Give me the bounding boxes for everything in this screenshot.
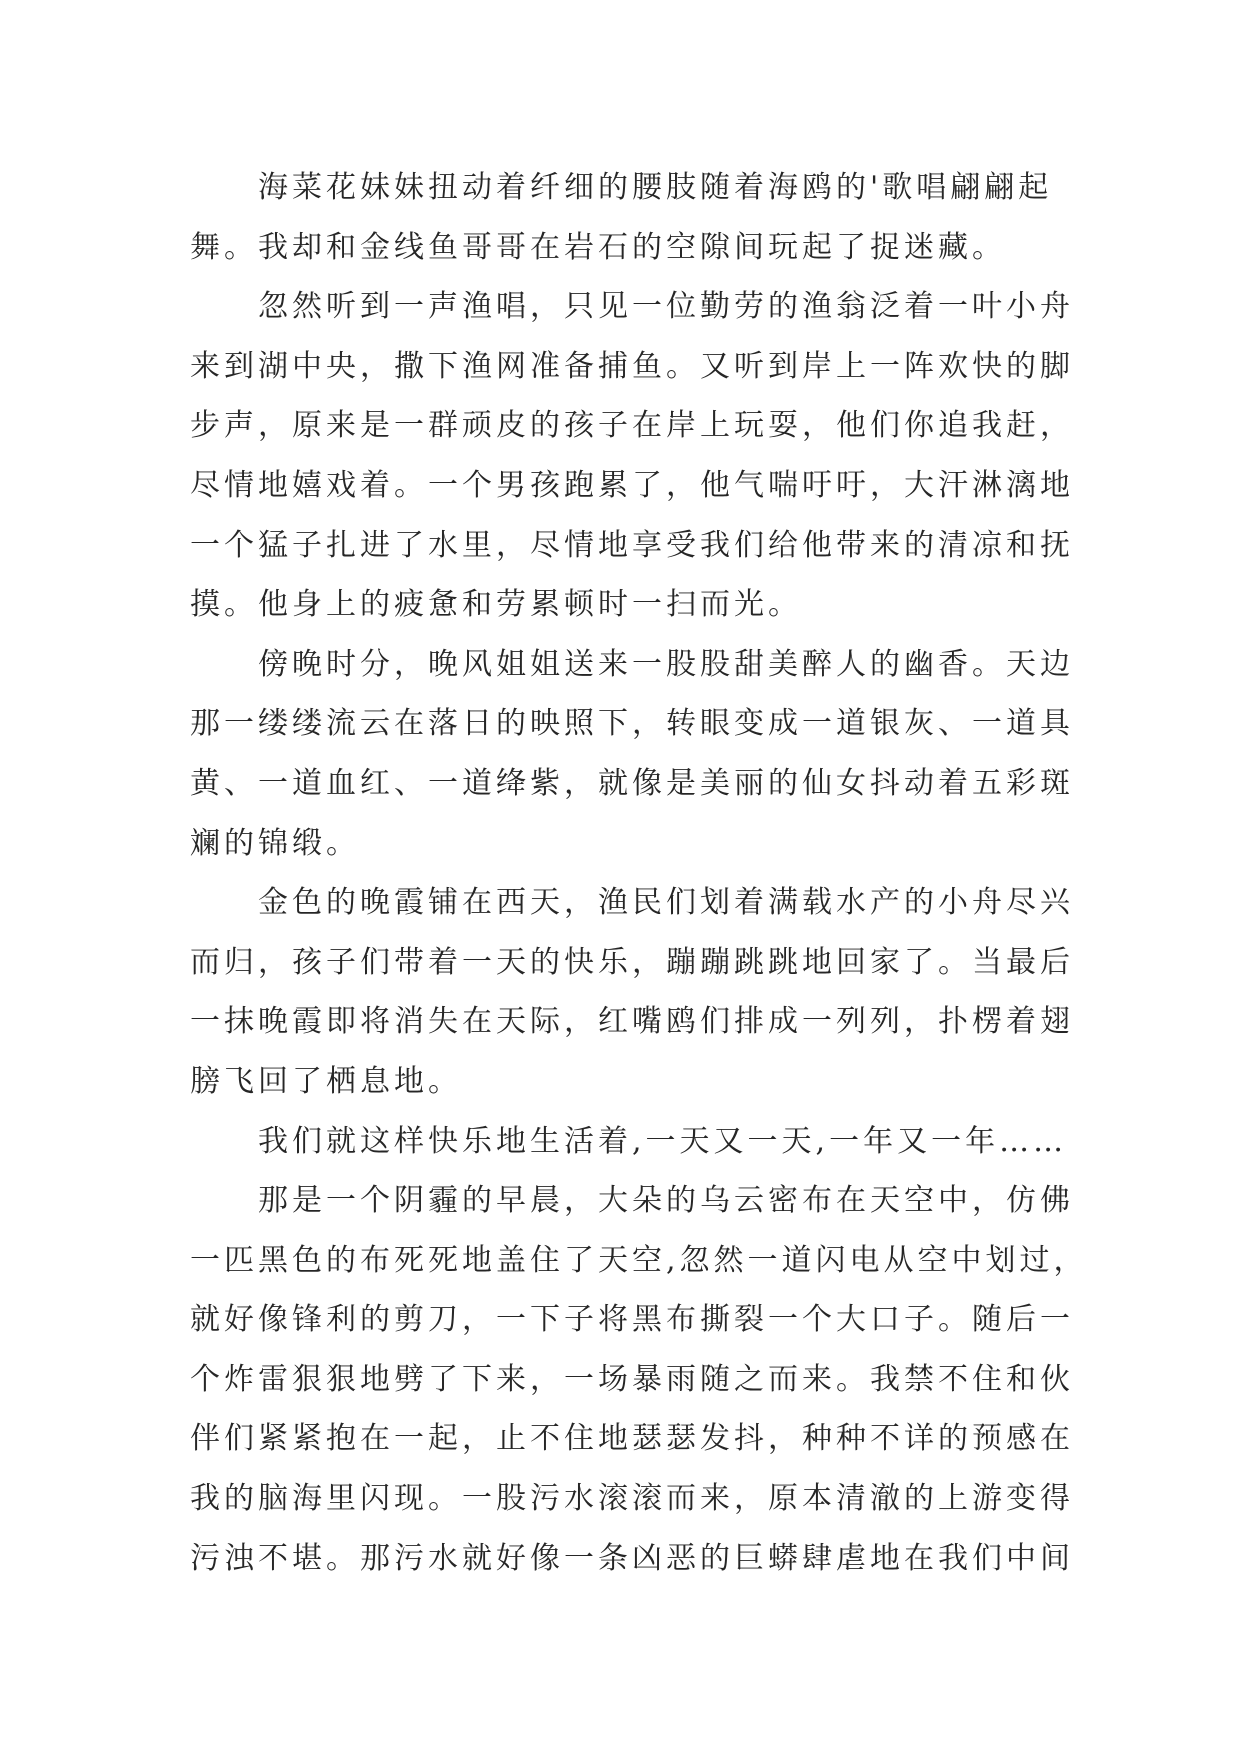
text-line: 忽然听到一声渔唱，只见一位勤劳的渔翁泛着一叶小舟 [258,289,1074,325]
text-line: 步声，原来是一群顽皮的孩子在岸上玩耍，他们你追我赶， [190,408,1074,444]
text-line: 海菜花妹妹扭动着纤细的腰肢随着海鸥的'歌唱翩翩起 [258,170,1053,205]
text-line: 而归，孩子们带着一天的快乐，蹦蹦跳跳地回家了。当最后 [190,944,1074,980]
text-line: 舞。我却和金线鱼哥哥在岩石的空隙间玩起了捉迷藏。 [190,229,1006,265]
text-line: 来到湖中央，撒下渔网准备捕鱼。又听到岸上一阵欢快的脚 [190,348,1074,384]
text-line: 伴们紧紧抱在一起，止不住地瑟瑟发抖，种种不详的预感在 [190,1421,1074,1457]
text-line: 一抹晚霞即将消失在天际，红嘴鸥们排成一列列，扑楞着翅 [190,1004,1074,1040]
text-line: 膀飞回了栖息地。 [190,1063,462,1099]
text-line: 斓的锦缎。 [190,825,360,861]
text-line: 我的脑海里闪现。一股污水滚滚而来，原本清澈的上游变得 [190,1481,1074,1517]
text-line: 黄、一道血红、一道绛紫，就像是美丽的仙女抖动着五彩斑 [190,765,1074,801]
text-line: 那是一个阴霾的早晨，大朵的乌云密布在天空中，仿佛 [258,1183,1074,1219]
text-line: 污浊不堪。那污水就好像一条凶恶的巨蟒肆虐地在我们中间 [190,1540,1074,1576]
text-line: 个炸雷狠狠地劈了下来，一场暴雨随之而来。我禁不住和伙 [190,1361,1074,1397]
text-line: 摸。他身上的疲惫和劳累顿时一扫而光。 [190,587,802,623]
text-line: 就好像锋利的剪刀，一下子将黑布撕裂一个大口子。随后一 [190,1302,1074,1338]
text-line: 傍晚时分，晚风姐姐送来一股股甜美醉人的幽香。天边 [258,646,1074,682]
text-line: 一匹黑色的布死死地盖住了天空,忽然一道闪电从空中划过， [190,1242,1088,1278]
text-line: 尽情地嬉戏着。一个男孩跑累了，他气喘吁吁，大汗淋漓地 [190,467,1074,503]
text-line: 一个猛子扎进了水里，尽情地享受我们给他带来的清凉和抚 [190,527,1074,563]
text-line: 我们就这样快乐地生活着,一天又一天,一年又一年…… [258,1123,1068,1159]
text-line: 那一缕缕流云在落日的映照下，转眼变成一道银灰、一道具 [190,706,1074,742]
document-body [190,158,1088,1588]
text-line: 金色的晚霞铺在西天，渔民们划着满载水产的小舟尽兴 [258,885,1074,921]
